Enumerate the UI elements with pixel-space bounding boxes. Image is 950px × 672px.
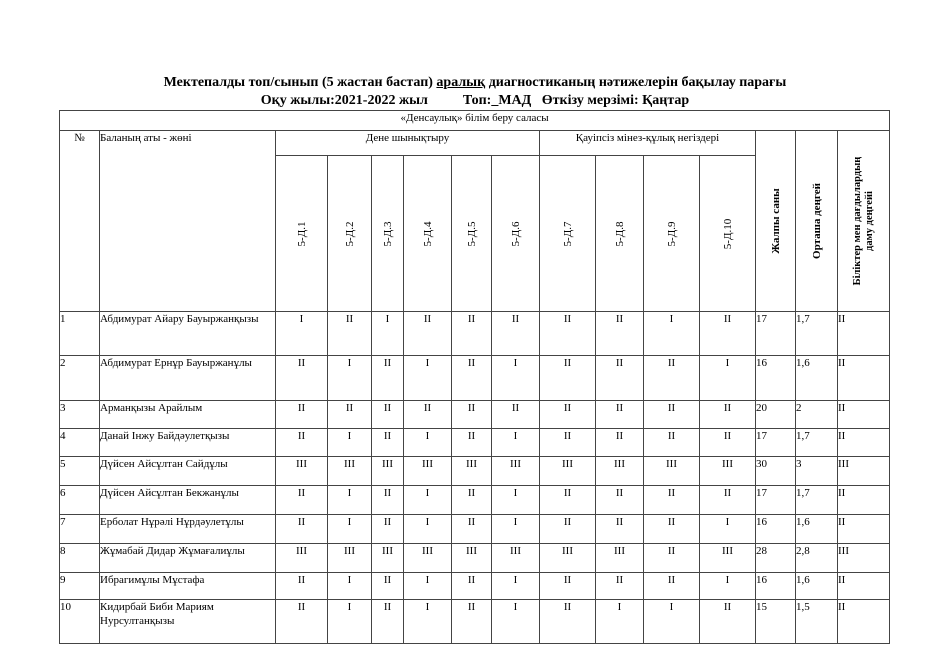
row-number: 3 <box>60 401 100 429</box>
average-level-header-label: Орташа деңгей <box>810 183 823 259</box>
criterion-mark: II <box>596 429 644 457</box>
criterion-mark: II <box>644 544 700 573</box>
criterion-mark: II <box>404 312 452 356</box>
criterion-mark: II <box>372 429 404 457</box>
criterion-label: 5-Д.7 <box>561 221 574 246</box>
criterion-mark: I <box>328 356 372 401</box>
skills-level: II <box>838 429 890 457</box>
row-number: 6 <box>60 486 100 515</box>
criterion-mark: II <box>372 486 404 515</box>
child-name: Кидирбай Биби Мариям Нурсултанқызы <box>100 600 276 644</box>
criterion-mark: II <box>644 401 700 429</box>
table-row <box>60 356 890 401</box>
table-row <box>60 312 890 356</box>
criterion-label: 5-Д.3 <box>381 221 394 246</box>
criterion-header <box>492 156 540 312</box>
criterion-header <box>452 156 492 312</box>
table-row <box>60 573 890 600</box>
total-score: 17 <box>756 486 796 515</box>
criterion-mark: I <box>328 515 372 544</box>
table-row <box>60 401 890 429</box>
criterion-header <box>404 156 452 312</box>
total-score: 16 <box>756 356 796 401</box>
criterion-mark: II <box>372 600 404 644</box>
total-score: 17 <box>756 429 796 457</box>
total-score: 16 <box>756 515 796 544</box>
criterion-label: 5-Д.4 <box>421 221 434 246</box>
criterion-mark: II <box>276 515 328 544</box>
child-name: Абдимурат Ернұр Бауыржанұлы <box>100 356 276 401</box>
skills-level: II <box>838 600 890 644</box>
criterion-mark: II <box>328 401 372 429</box>
total-score: 28 <box>756 544 796 573</box>
skills-level: III <box>838 457 890 486</box>
criterion-label: 5-Д.2 <box>343 221 356 246</box>
skills-level-header <box>838 131 890 312</box>
total-header-label: Жалпы саны <box>769 188 782 254</box>
criterion-mark: II <box>700 312 756 356</box>
criterion-mark: III <box>404 544 452 573</box>
criterion-mark: I <box>404 486 452 515</box>
criterion-mark: II <box>700 429 756 457</box>
criterion-mark: II <box>644 573 700 600</box>
criterion-mark: II <box>596 573 644 600</box>
safe-behavior-header: Қауіпсіз мінез-құлық негіздері <box>540 131 756 156</box>
table-row <box>60 486 890 515</box>
criterion-mark: II <box>644 356 700 401</box>
row-number: 2 <box>60 356 100 401</box>
criterion-mark: II <box>452 356 492 401</box>
table-row <box>60 515 890 544</box>
skills-level: II <box>838 356 890 401</box>
criterion-mark: II <box>540 486 596 515</box>
number-header: № <box>60 131 100 312</box>
criterion-mark: II <box>540 401 596 429</box>
criterion-mark: II <box>276 486 328 515</box>
total-score: 16 <box>756 573 796 600</box>
criterion-label: 5-Д.6 <box>509 221 522 246</box>
criterion-header <box>596 156 644 312</box>
criterion-mark: II <box>276 573 328 600</box>
criterion-mark: II <box>276 356 328 401</box>
criterion-mark: III <box>540 544 596 573</box>
table-row <box>60 457 890 486</box>
criterion-mark: I <box>492 356 540 401</box>
average-level: 1,7 <box>796 486 838 515</box>
criterion-mark: II <box>372 573 404 600</box>
row-number: 7 <box>60 515 100 544</box>
criterion-mark: II <box>540 356 596 401</box>
child-name: Жұмабай Дидар Жұмағалиұлы <box>100 544 276 573</box>
criterion-mark: I <box>404 573 452 600</box>
criterion-mark: I <box>404 429 452 457</box>
criterion-mark: III <box>372 457 404 486</box>
skills-level: III <box>838 544 890 573</box>
criterion-header <box>700 156 756 312</box>
criterion-mark: III <box>452 544 492 573</box>
criterion-mark: I <box>328 486 372 515</box>
criterion-mark: II <box>404 401 452 429</box>
sheet-title <box>0 74 950 92</box>
criterion-mark: II <box>540 573 596 600</box>
criterion-mark: I <box>404 356 452 401</box>
average-level: 3 <box>796 457 838 486</box>
skills-level: II <box>838 573 890 600</box>
criterion-mark: I <box>492 515 540 544</box>
criterion-mark: I <box>372 312 404 356</box>
criterion-header <box>372 156 404 312</box>
criterion-header <box>644 156 700 312</box>
skills-level-header-label: Біліктер мен дағдылардың даму деңгейі <box>851 156 875 286</box>
criterion-mark: III <box>540 457 596 486</box>
criterion-mark: I <box>700 573 756 600</box>
criterion-mark: II <box>700 600 756 644</box>
criterion-mark: II <box>492 312 540 356</box>
criterion-mark: I <box>700 356 756 401</box>
criterion-mark: II <box>644 515 700 544</box>
criterion-mark: II <box>540 600 596 644</box>
criterion-mark: III <box>596 457 644 486</box>
physical-education-header: Дене шынықтыру <box>276 131 540 156</box>
criterion-mark: II <box>596 486 644 515</box>
criterion-mark: II <box>596 515 644 544</box>
child-name: Данай Інжу Байдәулетқызы <box>100 429 276 457</box>
total-score: 15 <box>756 600 796 644</box>
criterion-mark: II <box>276 600 328 644</box>
average-level: 1,6 <box>796 356 838 401</box>
criterion-mark: II <box>452 429 492 457</box>
criterion-mark: II <box>452 515 492 544</box>
skills-level: II <box>838 486 890 515</box>
criterion-mark: II <box>596 312 644 356</box>
average-level-header <box>796 131 838 312</box>
criterion-mark: III <box>700 457 756 486</box>
row-number: 9 <box>60 573 100 600</box>
average-level: 1,7 <box>796 429 838 457</box>
child-name: Ибрагимұлы Мұстафа <box>100 573 276 600</box>
criterion-mark: II <box>644 486 700 515</box>
criterion-mark: II <box>452 401 492 429</box>
criterion-mark: II <box>452 600 492 644</box>
criterion-mark: I <box>596 600 644 644</box>
criterion-mark: III <box>328 544 372 573</box>
title-suffix: диагностиканың нәтижелерін бақылау парағы <box>485 75 787 90</box>
skills-level: II <box>838 401 890 429</box>
criterion-mark: II <box>540 429 596 457</box>
criterion-mark: II <box>372 356 404 401</box>
criterion-mark: II <box>372 515 404 544</box>
row-number: 5 <box>60 457 100 486</box>
average-level: 1,7 <box>796 312 838 356</box>
total-score: 17 <box>756 312 796 356</box>
criterion-mark: III <box>276 457 328 486</box>
criterion-mark: II <box>328 312 372 356</box>
criterion-label: 5-Д.5 <box>465 221 478 246</box>
criterion-mark: III <box>492 457 540 486</box>
criterion-mark: II <box>452 312 492 356</box>
criterion-header <box>540 156 596 312</box>
criterion-mark: I <box>492 573 540 600</box>
criterion-mark: II <box>276 429 328 457</box>
criterion-mark: II <box>540 515 596 544</box>
criterion-mark: II <box>596 356 644 401</box>
criterion-mark: I <box>644 312 700 356</box>
child-name-header: Баланың аты - жөні <box>100 131 276 312</box>
criterion-mark: II <box>492 401 540 429</box>
diagnostics-table <box>59 110 890 644</box>
average-level: 2 <box>796 401 838 429</box>
average-level: 1,5 <box>796 600 838 644</box>
criterion-label: 5-Д.8 <box>613 221 626 246</box>
criterion-mark: III <box>276 544 328 573</box>
criterion-mark: I <box>644 600 700 644</box>
criterion-mark: I <box>492 429 540 457</box>
table-row <box>60 429 890 457</box>
row-number: 1 <box>60 312 100 356</box>
criterion-mark: II <box>596 401 644 429</box>
criterion-mark: III <box>596 544 644 573</box>
average-level: 1,6 <box>796 515 838 544</box>
criterion-header <box>328 156 372 312</box>
criterion-mark: II <box>452 486 492 515</box>
table-row <box>60 600 890 644</box>
criterion-mark: II <box>700 486 756 515</box>
criterion-mark: II <box>276 401 328 429</box>
criterion-mark: I <box>700 515 756 544</box>
title-prefix: Мектепалды топ/сынып (5 жастан бастап) <box>163 75 437 90</box>
criterion-mark: III <box>700 544 756 573</box>
criterion-mark: I <box>404 515 452 544</box>
child-name: Абдимурат Айару Бауыржанқызы <box>100 312 276 356</box>
criterion-mark: II <box>452 573 492 600</box>
skills-level: II <box>838 312 890 356</box>
criterion-mark: II <box>700 401 756 429</box>
table-row <box>60 544 890 573</box>
skills-level: II <box>838 515 890 544</box>
row-number: 8 <box>60 544 100 573</box>
criterion-mark: II <box>540 312 596 356</box>
criterion-label: 5-Д.10 <box>721 218 734 249</box>
criterion-mark: III <box>492 544 540 573</box>
criterion-header <box>276 156 328 312</box>
average-level: 1,6 <box>796 573 838 600</box>
criterion-mark: I <box>328 600 372 644</box>
total-score: 20 <box>756 401 796 429</box>
education-area-header: «Денсаулық» білім беру саласы <box>60 111 890 131</box>
criterion-label: 5-Д.1 <box>295 221 308 246</box>
child-name: Арманқызы Арайлым <box>100 401 276 429</box>
criterion-mark: II <box>372 401 404 429</box>
child-name: Дүйсен Айсұлтан Сайдұлы <box>100 457 276 486</box>
row-number: 4 <box>60 429 100 457</box>
criterion-mark: III <box>328 457 372 486</box>
criterion-mark: I <box>328 573 372 600</box>
row-number: 10 <box>60 600 100 644</box>
criterion-label: 5-Д.9 <box>665 221 678 246</box>
total-header <box>756 131 796 312</box>
criterion-mark: II <box>644 429 700 457</box>
criterion-mark: I <box>492 486 540 515</box>
criterion-mark: I <box>328 429 372 457</box>
sheet-subtitle: Оқу жылы:2021-2022 жыл Топ:_МАД Өткізу мерзімі: Қаңтар <box>260 93 690 108</box>
child-name: Дүйсен Айсұлтан Бекжанұлы <box>100 486 276 515</box>
title-underlined-word: аралық <box>436 75 486 90</box>
criterion-mark: III <box>644 457 700 486</box>
child-name: Ерболат Нұрәлі Нұрдәулетұлы <box>100 515 276 544</box>
criterion-mark: III <box>404 457 452 486</box>
criterion-mark: I <box>492 600 540 644</box>
average-level: 2,8 <box>796 544 838 573</box>
criterion-mark: I <box>404 600 452 644</box>
criterion-mark: III <box>452 457 492 486</box>
criterion-mark: III <box>372 544 404 573</box>
total-score: 30 <box>756 457 796 486</box>
criterion-mark: I <box>276 312 328 356</box>
